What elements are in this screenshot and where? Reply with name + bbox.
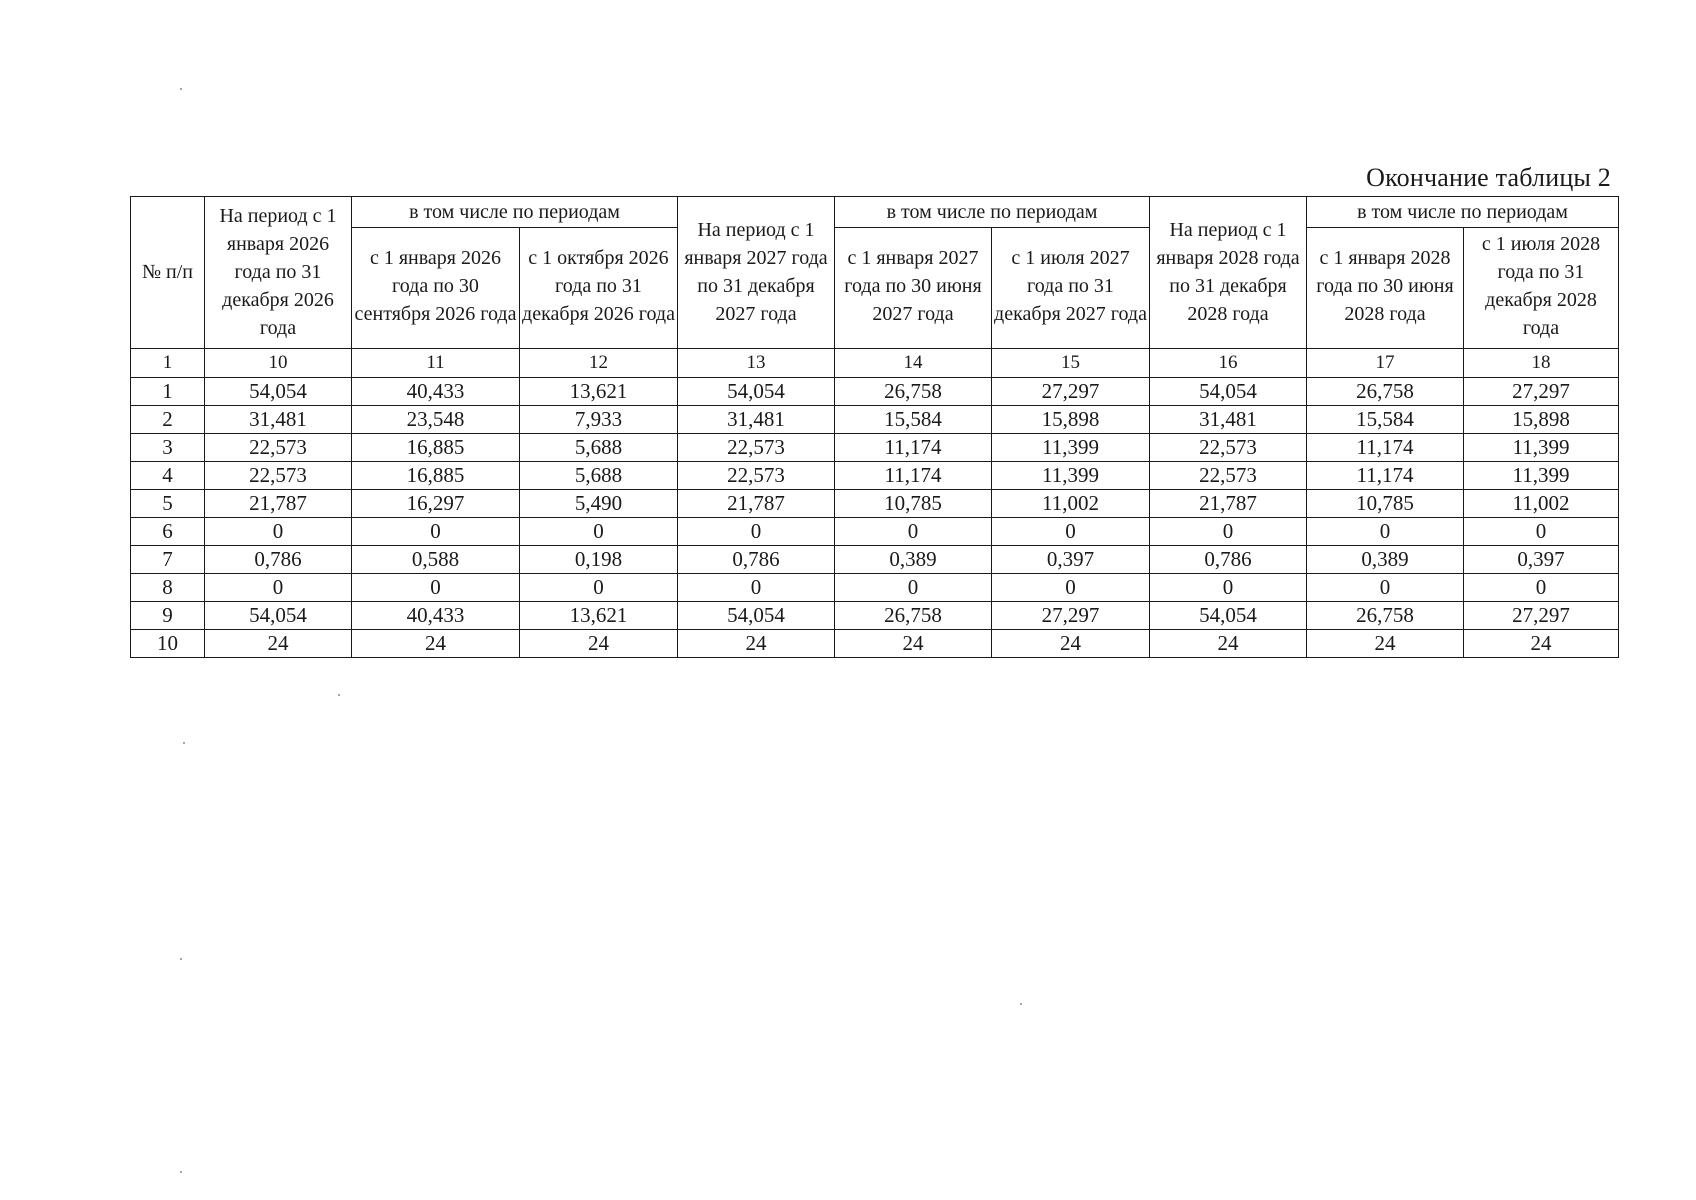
value-cell: 26,758	[835, 378, 992, 406]
table-caption: Окончание таблицы 2	[1366, 163, 1611, 192]
row-number-cell: 2	[131, 406, 205, 434]
value-cell: 24	[352, 630, 520, 658]
value-cell: 0	[678, 574, 835, 602]
scan-speck	[180, 88, 182, 90]
value-cell: 0	[678, 518, 835, 546]
value-cell: 54,054	[205, 378, 352, 406]
row-number-cell: 10	[131, 630, 205, 658]
row-number-cell: 1	[131, 378, 205, 406]
row-number-cell: 7	[131, 546, 205, 574]
value-cell: 0,397	[992, 546, 1150, 574]
table-row	[131, 518, 1619, 546]
column-number-cell: 12	[520, 349, 678, 378]
value-cell: 0	[835, 574, 992, 602]
scan-speck	[180, 1171, 182, 1173]
value-cell: 31,481	[678, 406, 835, 434]
value-cell: 16,297	[352, 490, 520, 518]
header-col-15: с 1 июля 2027 года по 31 декабря 2027 года	[992, 228, 1150, 349]
value-cell: 16,885	[352, 462, 520, 490]
column-number-cell: 1	[131, 349, 205, 378]
scan-speck	[183, 742, 185, 744]
value-cell: 26,758	[1307, 602, 1464, 630]
value-cell: 54,054	[678, 602, 835, 630]
value-cell: 0	[835, 518, 992, 546]
table-row	[131, 462, 1619, 490]
value-cell: 5,688	[520, 462, 678, 490]
value-cell: 0	[1150, 574, 1307, 602]
value-cell: 0	[520, 518, 678, 546]
table-row	[131, 546, 1619, 574]
column-number-cell: 15	[992, 349, 1150, 378]
header-group-2028: в том числе по периодам	[1307, 197, 1619, 228]
value-cell: 21,787	[678, 490, 835, 518]
value-cell: 0,786	[205, 546, 352, 574]
scan-speck	[338, 694, 340, 696]
table-row	[131, 490, 1619, 518]
value-cell: 11,399	[992, 462, 1150, 490]
value-cell: 13,621	[520, 378, 678, 406]
value-cell: 15,584	[1307, 406, 1464, 434]
scan-speck	[180, 958, 182, 960]
table-row	[131, 630, 1619, 658]
header-row-number: № п/п	[131, 197, 205, 349]
value-cell: 0	[520, 574, 678, 602]
value-cell: 23,548	[352, 406, 520, 434]
row-number-cell: 3	[131, 434, 205, 462]
value-cell: 15,898	[1464, 406, 1619, 434]
value-cell: 54,054	[1150, 378, 1307, 406]
value-cell: 5,688	[520, 434, 678, 462]
value-cell: 15,584	[835, 406, 992, 434]
value-cell: 11,174	[1307, 462, 1464, 490]
value-cell: 15,898	[992, 406, 1150, 434]
value-cell: 11,174	[835, 462, 992, 490]
column-number-cell: 11	[352, 349, 520, 378]
value-cell: 24	[678, 630, 835, 658]
value-cell: 0	[352, 574, 520, 602]
value-cell: 22,573	[1150, 462, 1307, 490]
value-cell: 22,573	[205, 462, 352, 490]
value-cell: 0	[1464, 518, 1619, 546]
value-cell: 27,297	[992, 378, 1150, 406]
value-cell: 0,389	[1307, 546, 1464, 574]
value-cell: 10,785	[835, 490, 992, 518]
column-number-cell: 14	[835, 349, 992, 378]
value-cell: 0,786	[678, 546, 835, 574]
value-cell: 22,573	[678, 462, 835, 490]
value-cell: 22,573	[1150, 434, 1307, 462]
value-cell: 40,433	[352, 602, 520, 630]
column-number-cell: 18	[1464, 349, 1619, 378]
column-number-row	[131, 349, 1619, 378]
column-number-cell: 13	[678, 349, 835, 378]
value-cell: 0	[992, 518, 1150, 546]
value-cell: 40,433	[352, 378, 520, 406]
header-col-14: с 1 января 2027 года по 30 июня 2027 года	[835, 228, 992, 349]
table-row	[131, 406, 1619, 434]
value-cell: 31,481	[1150, 406, 1307, 434]
value-cell: 27,297	[1464, 378, 1619, 406]
header-col-12: с 1 октября 2026 года по 31 декабря 2026 года	[520, 228, 678, 349]
value-cell: 11,174	[1307, 434, 1464, 462]
header-col-13: На период с 1 января 2027 года по 31 декабря 2027 года	[678, 197, 835, 349]
value-cell: 11,399	[1464, 434, 1619, 462]
value-cell: 16,885	[352, 434, 520, 462]
value-cell: 27,297	[1464, 602, 1619, 630]
column-number-cell: 17	[1307, 349, 1464, 378]
row-number-cell: 8	[131, 574, 205, 602]
table-header	[131, 197, 1619, 349]
value-cell: 0,397	[1464, 546, 1619, 574]
scan-speck	[1020, 1003, 1022, 1005]
row-number-cell: 9	[131, 602, 205, 630]
value-cell: 5,490	[520, 490, 678, 518]
table-row	[131, 434, 1619, 462]
value-cell: 0	[205, 574, 352, 602]
table-row	[131, 602, 1619, 630]
value-cell: 0	[992, 574, 1150, 602]
tariff-table	[130, 196, 1619, 658]
value-cell: 7,933	[520, 406, 678, 434]
header-group-2026: в том числе по периодам	[352, 197, 678, 228]
value-cell: 26,758	[1307, 378, 1464, 406]
value-cell: 0	[1464, 574, 1619, 602]
value-cell: 11,399	[992, 434, 1150, 462]
value-cell: 0,588	[352, 546, 520, 574]
value-cell: 24	[1464, 630, 1619, 658]
value-cell: 22,573	[678, 434, 835, 462]
value-cell: 11,174	[835, 434, 992, 462]
value-cell: 24	[1150, 630, 1307, 658]
column-number-cell: 16	[1150, 349, 1307, 378]
value-cell: 13,621	[520, 602, 678, 630]
value-cell: 0	[1307, 574, 1464, 602]
header-col-18: с 1 июля 2028 года по 31 декабря 2028 года	[1464, 228, 1619, 349]
value-cell: 0	[205, 518, 352, 546]
value-cell: 0	[1307, 518, 1464, 546]
value-cell: 21,787	[205, 490, 352, 518]
value-cell: 22,573	[205, 434, 352, 462]
value-cell: 0	[352, 518, 520, 546]
header-group-2027: в том числе по периодам	[835, 197, 1150, 228]
value-cell: 11,399	[1464, 462, 1619, 490]
table-row	[131, 574, 1619, 602]
row-number-cell: 5	[131, 490, 205, 518]
value-cell: 31,481	[205, 406, 352, 434]
value-cell: 24	[205, 630, 352, 658]
table-row	[131, 378, 1619, 406]
value-cell: 11,002	[1464, 490, 1619, 518]
value-cell: 54,054	[205, 602, 352, 630]
value-cell: 24	[520, 630, 678, 658]
value-cell: 54,054	[678, 378, 835, 406]
row-number-cell: 4	[131, 462, 205, 490]
header-col-11: с 1 января 2026 года по 30 сентября 2026 года	[352, 228, 520, 349]
value-cell: 24	[835, 630, 992, 658]
value-cell: 26,758	[835, 602, 992, 630]
value-cell: 0,786	[1150, 546, 1307, 574]
value-cell: 0,389	[835, 546, 992, 574]
table-body	[131, 349, 1619, 658]
value-cell: 24	[992, 630, 1150, 658]
value-cell: 11,002	[992, 490, 1150, 518]
header-col-17: с 1 января 2028 года по 30 июня 2028 года	[1307, 228, 1464, 349]
value-cell: 54,054	[1150, 602, 1307, 630]
header-col-16: На период с 1 января 2028 года по 31 декабря 2028 года	[1150, 197, 1307, 349]
value-cell: 21,787	[1150, 490, 1307, 518]
value-cell: 24	[1307, 630, 1464, 658]
value-cell: 0,198	[520, 546, 678, 574]
value-cell: 10,785	[1307, 490, 1464, 518]
value-cell: 27,297	[992, 602, 1150, 630]
header-col-10: На период с 1 января 2026 года по 31 декабря 2026 года	[205, 197, 352, 349]
value-cell: 0	[1150, 518, 1307, 546]
column-number-cell: 10	[205, 349, 352, 378]
row-number-cell: 6	[131, 518, 205, 546]
